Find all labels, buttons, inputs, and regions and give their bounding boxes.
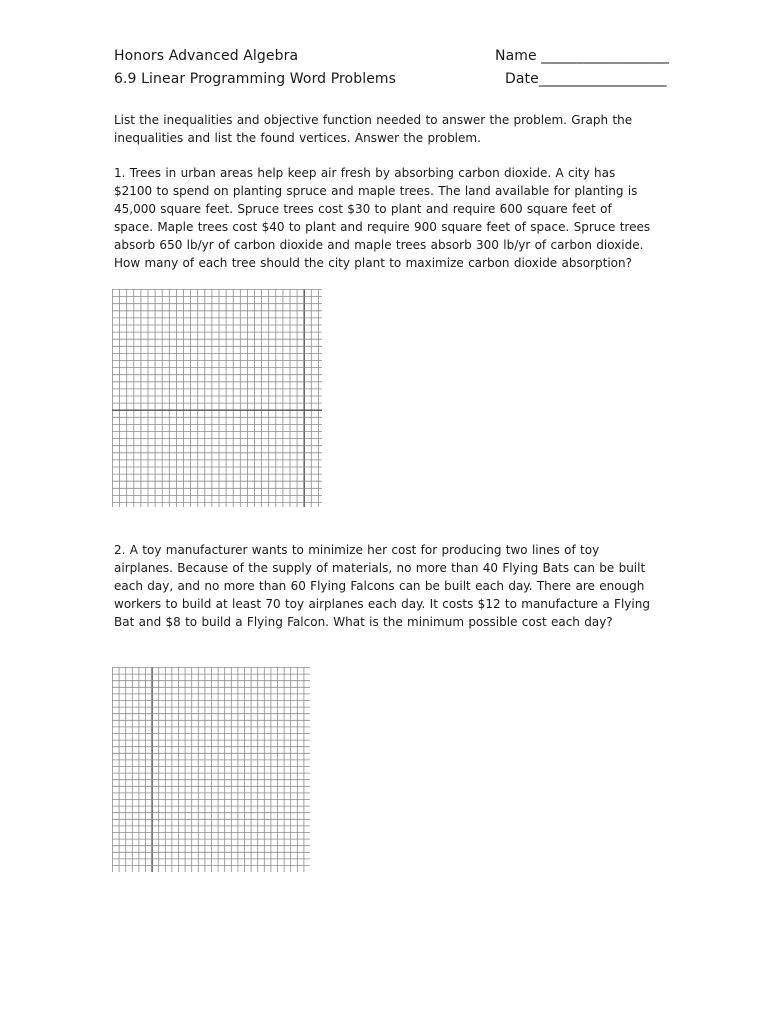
problem-2-text: 2. A toy manufacturer wants to minimize her cost for producing two lines of toy airplanes. Because of the supply of materials, no more than 40 Flying Bats can be built each day, and no more than 60 Flying Falcons can be built each day. There are enough workers to build at least 70 toy airplanes each day. It costs $12 to manufacture a Flying Bat and $8 to build a Flying Falcon. What is the minimum possible cost each day? (114, 543, 650, 629)
course-title: Honors Advanced Algebra (114, 48, 299, 64)
lesson-title: 6.9 Linear Programming Word Problems (114, 71, 397, 87)
problem-1-text: 1. Trees in urban areas help keep air fresh by absorbing carbon dioxide. A city has $2100 to spend on planting spruce and maple trees. The land available for planting is 45,000 square feet. Spruce trees cost $30 to plant and require 600 square feet of space. Maple trees cost $40 to plant and require 900 square feet of space. Spruce trees absorb 650 lb/yr of carbon dioxide and maple trees absorb 300 lb/yr of carbon dioxide. How many of each tree should the city plant to maximize carbon dioxide absorption? (114, 166, 651, 270)
instructions-text: List the inequalities and objective function needed to answer the problem. Graph the inequalities and list the found vertices. Answer the problem. (114, 113, 633, 145)
name-field: Name __________________ (495, 48, 670, 64)
problem-2-graph-grid (112, 667, 310, 872)
date-field: Date__________________ (505, 71, 667, 87)
problem-1-graph-grid (112, 289, 322, 507)
